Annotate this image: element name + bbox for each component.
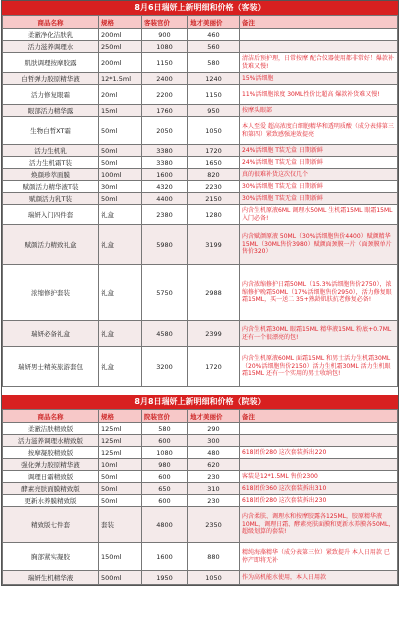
sale-price-cell: 300 [188, 435, 240, 447]
section2-table [2, 409, 398, 585]
spec-cell: 20ml [99, 85, 142, 105]
note-cell: 内含生机原液6ML 调理水50ML 生机霜15ML 眼霜15ML 入门必备! [240, 205, 398, 225]
official-price-cell: 1950 [142, 571, 188, 585]
official-price-cell: 3380 [142, 157, 188, 169]
spec-cell: 50ml [99, 495, 142, 507]
sale-price-cell: 2988 [188, 265, 240, 321]
product-name-cell: 眼部活力精华露 [3, 105, 99, 117]
spec-cell: 200ml [99, 29, 142, 41]
product-name-cell: 活力滋养调理水 [3, 41, 99, 53]
official-price-cell: 2380 [142, 205, 188, 225]
product-name-cell: 更新水养膜精致版 [3, 495, 99, 507]
note-cell: 618团价360 这次套装拆出310 [240, 483, 398, 495]
official-price-cell: 600 [142, 495, 188, 507]
spec-cell: 50ml [99, 145, 142, 157]
product-name-cell: 赋颜活力精致礼盒 [3, 225, 99, 265]
official-price-cell: 900 [142, 29, 188, 41]
table-row [3, 495, 398, 507]
official-price-cell: 1150 [142, 53, 188, 73]
product-name-cell: 活力滋养调理水精致版 [3, 435, 99, 447]
spec-cell: 礼盒 [99, 347, 142, 387]
header-name: 商品名称 [3, 410, 99, 423]
spec-cell: 500ml [99, 571, 142, 585]
header-note: 备注 [240, 16, 398, 29]
official-price-cell: 2400 [142, 73, 188, 85]
sale-price-cell: 1720 [188, 145, 240, 157]
note-cell [240, 29, 398, 41]
section2-header-row [3, 410, 398, 423]
note-cell: 11%活细胞浓度 30ML性价比超高 爆款补货难又慢! [240, 85, 398, 105]
note-cell [240, 435, 398, 447]
header-note: 备注 [240, 410, 398, 423]
header-spec: 规格 [99, 16, 142, 29]
product-name-cell: 焕颜珍萃面膜 [3, 169, 99, 181]
product-name-cell: 活力生机霜T装 [3, 157, 99, 169]
official-price-cell: 4400 [142, 193, 188, 205]
product-name-cell: 瑞妍入门四件套 [3, 205, 99, 225]
spec-cell: 50ml [99, 193, 142, 205]
table-row [3, 193, 398, 205]
table-row [3, 507, 398, 543]
spec-cell: 50ml [99, 471, 142, 483]
product-name-cell: 赋颜活力乳T装 [3, 193, 99, 205]
sale-price-cell: 1280 [188, 205, 240, 225]
product-name-cell: 瑞妍必备礼盒 [3, 321, 99, 347]
spec-cell: 250ml [99, 41, 142, 53]
official-price-cell: 1080 [142, 447, 188, 459]
table-row [3, 423, 398, 435]
header-spec: 规格 [99, 410, 142, 423]
header-official-price: 客装官价 [142, 16, 188, 29]
note-cell: 618团价280 这次套装拆出220 [240, 447, 398, 459]
note-cell: 30%活细胞 T装无盒 日期新鲜 [240, 193, 398, 205]
section1-header-row [3, 16, 398, 29]
spec-cell: 125ml [99, 423, 142, 435]
product-name-cell: 生物白晳XT霜 [3, 117, 99, 145]
official-price-cell: 4580 [142, 321, 188, 347]
sale-price-cell: 460 [188, 29, 240, 41]
note-cell: 24%活细胞 T装无盒 日期新鲜 [240, 157, 398, 169]
spec-cell: 50ml [99, 117, 142, 145]
spec-cell: 100ml [99, 169, 142, 181]
note-cell [240, 459, 398, 471]
header-name: 商品名称 [3, 16, 99, 29]
sale-price-cell: 1050 [188, 117, 240, 145]
product-name-cell: 强化弹力胶原精华液 [3, 459, 99, 471]
spec-cell: 礼盒 [99, 225, 142, 265]
official-price-cell: 1760 [142, 105, 188, 117]
official-price-cell: 5750 [142, 265, 188, 321]
note-cell: 30%活细胞 T装无盒 日期新鲜 [240, 181, 398, 193]
spec-cell: 礼盒 [99, 321, 142, 347]
spec-cell: 50ml [99, 157, 142, 169]
table-row [3, 543, 398, 571]
product-name-cell: 活力生机乳 [3, 145, 99, 157]
spec-cell: 12*1.5ml [99, 73, 142, 85]
product-name-cell: 精致版七件套 [3, 507, 99, 543]
header-official-price: 院装官价 [142, 410, 188, 423]
sale-price-cell: 2150 [188, 193, 240, 205]
sale-price-cell: 560 [188, 41, 240, 53]
official-price-cell: 1600 [142, 169, 188, 181]
sale-price-cell: 1150 [188, 85, 240, 105]
sale-price-cell: 290 [188, 423, 240, 435]
note-cell: 客装是12*1.5ML 售价2300 [240, 471, 398, 483]
product-name-cell: 瑞妍生机精华液 [3, 571, 99, 585]
sale-price-cell: 230 [188, 495, 240, 507]
sale-price-cell: 1720 [188, 347, 240, 387]
official-price-cell: 3380 [142, 145, 188, 157]
note-cell: 真的很难补货这次仅几个 [240, 169, 398, 181]
product-name-cell: 赋颜活力精华液T装 [3, 181, 99, 193]
table-row [3, 73, 398, 85]
table-row [3, 53, 398, 73]
table-row [3, 435, 398, 447]
note-cell [240, 41, 398, 53]
table-row [3, 181, 398, 193]
section-gap [2, 387, 398, 395]
table-row [3, 117, 398, 145]
sale-price-cell: 230 [188, 471, 240, 483]
table-row [3, 105, 398, 117]
table-row [3, 85, 398, 105]
note-cell: 15%活细胞 [240, 73, 398, 85]
note-cell: 作为高机能水使用，本人日用款 [240, 571, 398, 585]
table-row [3, 321, 398, 347]
table-row [3, 471, 398, 483]
spec-cell: 150ml [99, 543, 142, 571]
section2-title: 8月8日瑞妍上新明细和价格（院装） [2, 395, 398, 409]
sale-price-cell: 880 [188, 543, 240, 571]
note-cell: 清洁后预护理，日常按摩 配合仪器使用都非常好！爆款补货难又慢! [240, 53, 398, 73]
spec-cell: 套装 [99, 507, 142, 543]
section1-table [2, 15, 398, 387]
official-price-cell: 2200 [142, 85, 188, 105]
sale-price-cell: 950 [188, 105, 240, 117]
sale-price-cell: 480 [188, 447, 240, 459]
header-sale-price: 地才美丽价 [188, 410, 240, 423]
table-row [3, 157, 398, 169]
official-price-cell: 1600 [142, 543, 188, 571]
spec-cell: 200ml [99, 53, 142, 73]
sale-price-cell: 580 [188, 53, 240, 73]
product-name-cell: 瑞妍男士精英旅游套包 [3, 347, 99, 387]
official-price-cell: 600 [142, 471, 188, 483]
product-name-cell: 按摩凝胶精致版 [3, 447, 99, 459]
table-row [3, 459, 398, 471]
spec-cell: 礼盒 [99, 265, 142, 321]
official-price-cell: 1080 [142, 41, 188, 53]
product-name-cell: 柔澈洁肤精致版 [3, 423, 99, 435]
official-price-cell: 580 [142, 423, 188, 435]
official-price-cell: 3200 [142, 347, 188, 387]
table-row [3, 169, 398, 181]
official-price-cell: 4320 [142, 181, 188, 193]
table-row [3, 29, 398, 41]
spec-cell: 15ml [99, 105, 142, 117]
sale-price-cell: 620 [188, 459, 240, 471]
note-cell: 精纯海藻精华（成分表第三位）紧致提升 本人日用款 已停产即将无补 [240, 543, 398, 571]
sale-price-cell: 1650 [188, 157, 240, 169]
note-cell: 内含赋颜原液 50ML（30%活细胞售价4400）赋颜精华15ML（30ML售价3980）赋颜面颈膜一片（面颈膜单片售价320） [240, 225, 398, 265]
note-cell: 内含浓缩修护日霜50ML（15.3%活细胞售价2750），浓缩修护晚霜50ML（17%活细胞售价2950），活力修复眼霜15ML，买一送二 35+熟龄肌肤抗老修复必备! [240, 265, 398, 321]
spec-cell: 50ml [99, 483, 142, 495]
spec-cell: 礼盒 [99, 205, 142, 225]
table-row [3, 571, 398, 585]
note-cell: 按摩头眼部 [240, 105, 398, 117]
header-sale-price: 地才美丽价 [188, 16, 240, 29]
note-cell: 内含生机霜30ML 眼霜15ML 精华液15ML 粉底+0.7ML 还有一个很漂亮的包! [240, 321, 398, 347]
official-price-cell: 4800 [142, 507, 188, 543]
table-row [3, 347, 398, 387]
spec-cell: 125ml [99, 435, 142, 447]
sale-price-cell: 2399 [188, 321, 240, 347]
price-sheet [1, 0, 399, 586]
product-name-cell: 浓缩修护套装 [3, 265, 99, 321]
sale-price-cell: 2350 [188, 507, 240, 543]
section1-title: 8月6日瑞妍上新明细和价格（客装） [2, 1, 398, 15]
spec-cell: 10ml [99, 459, 142, 471]
note-cell [240, 423, 398, 435]
table-row [3, 265, 398, 321]
spec-cell: 125ml [99, 447, 142, 459]
sale-price-cell: 1050 [188, 571, 240, 585]
sale-price-cell: 2230 [188, 181, 240, 193]
product-name-cell: 酵素亮肤面膜精致版 [3, 483, 99, 495]
note-cell: 内含柔肤、调理水和按摩胶露各125ML，胶原精华液10ML，调理日霜、酵素亮肤面膜和更新水养膜各50ML，超级划算的套装! [240, 507, 398, 543]
product-name-cell: 白哲弹力胶原精华液 [3, 73, 99, 85]
sale-price-cell: 1240 [188, 73, 240, 85]
note-cell: 24%活细胞 T装无盒 日期新鲜 [240, 145, 398, 157]
official-price-cell: 5980 [142, 225, 188, 265]
product-name-cell: 活力修复眼霜 [3, 85, 99, 105]
note-cell: 内含生机原液60ML 面霜15ML 和男士活力生机霜30ML（20%活细胞售价2150）活力生机霜30ML 活力生机眼霜15ML 还有一个实用的男士收纳包! [240, 347, 398, 387]
official-price-cell: 2050 [142, 117, 188, 145]
table-row [3, 447, 398, 459]
product-name-cell: 调理日霜精致版 [3, 471, 99, 483]
spec-cell: 30ml [99, 181, 142, 193]
table-row [3, 205, 398, 225]
official-price-cell: 650 [142, 483, 188, 495]
product-name-cell: 柔澈净化洁肤乳 [3, 29, 99, 41]
sale-price-cell: 3199 [188, 225, 240, 265]
official-price-cell: 600 [142, 435, 188, 447]
product-name-cell: 胸部紧实凝胶 [3, 543, 99, 571]
table-row [3, 225, 398, 265]
note-cell: 本人至爱 超高浓度白细胞精华和透明质酸（成分表排第三和第四）紧致感强速效提亮 [240, 117, 398, 145]
note-cell: 618团价280 这次套装拆出230 [240, 495, 398, 507]
product-name-cell: 肌肤调理按摩胶露 [3, 53, 99, 73]
official-price-cell: 980 [142, 459, 188, 471]
sale-price-cell: 310 [188, 483, 240, 495]
table-row [3, 483, 398, 495]
table-row [3, 41, 398, 53]
table-row [3, 145, 398, 157]
sale-price-cell: 820 [188, 169, 240, 181]
